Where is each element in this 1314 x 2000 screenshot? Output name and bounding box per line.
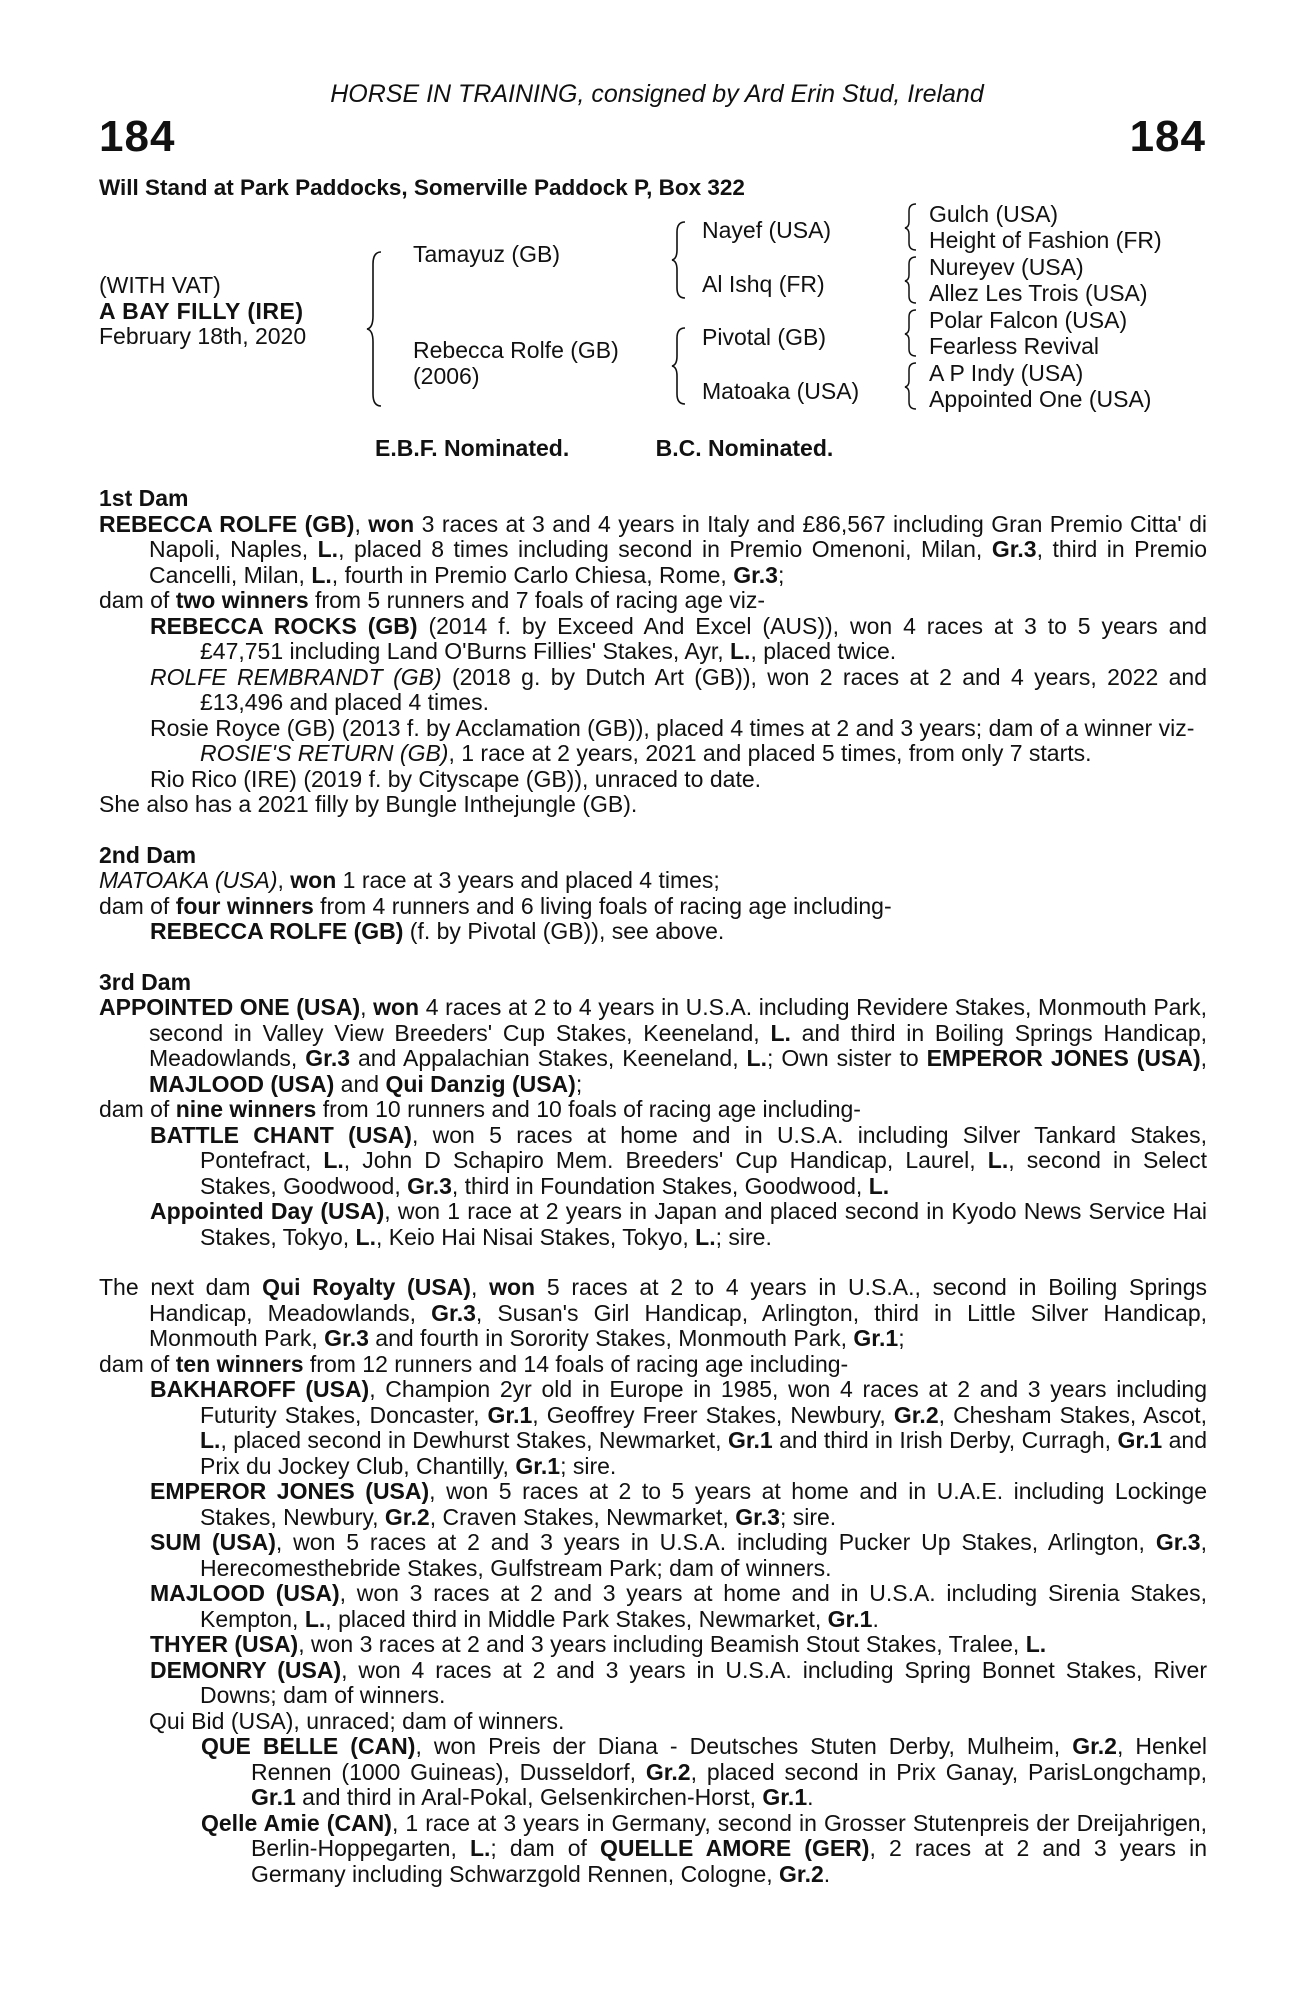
text: , third in Foundation Stakes, Goodwood, bbox=[451, 1172, 869, 1199]
group-tag: Gr.3 bbox=[431, 1299, 476, 1326]
produce-entry bbox=[99, 1658, 1207, 1709]
listed-tag: L. bbox=[746, 1045, 767, 1071]
text: and third in Aral-Pokal, Gelsenkirchen-Horst, bbox=[295, 1784, 763, 1810]
first-dam-produce-summary bbox=[99, 588, 1207, 614]
pedigree-gen3-8: Appointed One (USA) bbox=[929, 386, 1152, 412]
dam-name: MATOAKA (USA) bbox=[99, 867, 278, 893]
listed-tag: L. bbox=[868, 1172, 890, 1199]
text: , Craven Stakes, Newmarket, bbox=[429, 1503, 736, 1530]
group-tag: Gr.3 bbox=[407, 1172, 452, 1199]
text: ; Own sister to bbox=[767, 1045, 927, 1071]
pedigree-brace-g3 bbox=[903, 308, 919, 358]
won-label: won bbox=[489, 1274, 536, 1300]
produce-entry bbox=[99, 1377, 1207, 1479]
dam-name: APPOINTED ONE (USA) bbox=[99, 994, 361, 1020]
group-tag: Gr.3 bbox=[324, 1325, 369, 1351]
produce-name: REBECCA ROLFE (GB) bbox=[150, 918, 404, 944]
produce-name: BAKHAROFF (USA) bbox=[150, 1376, 370, 1402]
text: , Champion 2yr old in Europe in 1985, won 4 races at 2 and 3 years including Futurity Stakes, Doncaster, bbox=[200, 1376, 1207, 1428]
text: , bbox=[354, 510, 369, 537]
text: ; sire. bbox=[779, 1503, 837, 1530]
pedigree-gen3-4: Allez Les Trois (USA) bbox=[929, 280, 1148, 306]
won-label: won bbox=[290, 867, 337, 893]
produce-entry bbox=[99, 1530, 1207, 1581]
text: 3 races at 3 and 4 years in Italy and £86,567 including Gran Premio Citta' di Napoli, Naples, bbox=[149, 510, 1208, 562]
pedigree-gen3-3: Nureyev (USA) bbox=[929, 254, 1084, 280]
text: , placed second in Prix Ganay, ParisLongchamp, bbox=[690, 1758, 1207, 1785]
pedigree-dam-dam: Matoaka (USA) bbox=[702, 378, 860, 404]
text: (2018 g. by Dutch Art (GB)), won 2 races at 2 and 4 years, 2022 and £13,496 and placed 4 times. bbox=[200, 663, 1207, 715]
winners-count: nine winners bbox=[175, 1096, 317, 1122]
text: , won 5 races at 2 to 5 years at home and in U.A.E. including Lockinge Stakes, Newbury, bbox=[200, 1478, 1207, 1530]
produce-entry bbox=[99, 1581, 1207, 1632]
listed-tag: L. bbox=[730, 638, 751, 664]
text: dam of bbox=[99, 1350, 176, 1377]
third-dam-produce-summary bbox=[99, 1097, 1207, 1123]
produce-entry: Rosie Royce (GB) (2013 f. by Acclamation (GB)), placed 4 times at 2 and 3 years; dam of a winner viz- bbox=[150, 714, 1195, 741]
pedigree-dam-sire: Pivotal (GB) bbox=[702, 324, 826, 350]
produce-name: REBECCA ROCKS (GB) bbox=[150, 612, 418, 639]
text: , Chesham Stakes, Ascot, bbox=[938, 1401, 1207, 1428]
group-tag: Gr.3 bbox=[991, 536, 1037, 562]
produce-entry bbox=[99, 1734, 1207, 1811]
text: , won 5 races at 2 and 3 years in U.S.A. including Pucker Up Stakes, Arlington, bbox=[275, 1529, 1156, 1555]
group-tag: Gr.2 bbox=[645, 1758, 691, 1785]
produce-entry bbox=[99, 1811, 1207, 1888]
produce-name: EMPEROR JONES (USA) bbox=[150, 1478, 430, 1504]
text: from 4 runners and 6 living foals of racing age including- bbox=[313, 892, 892, 919]
text: . bbox=[807, 1784, 814, 1810]
text: ; bbox=[575, 1070, 583, 1097]
text: (f. by Pivotal (GB)), see above. bbox=[403, 918, 725, 944]
listed-tag: L. bbox=[200, 1427, 221, 1453]
text: from 10 runners and 10 foals of racing age including- bbox=[316, 1096, 861, 1122]
sibling-name: MAJLOOD (USA) bbox=[149, 1070, 335, 1097]
produce-entry bbox=[99, 741, 1207, 767]
produce-name: THYER (USA) bbox=[150, 1631, 299, 1657]
listed-tag: L. bbox=[987, 1147, 1009, 1173]
second-dam-produce-summary bbox=[99, 894, 1207, 920]
text: 5 races at 2 to 4 years in U.S.A., second in Boiling Springs Handicap, Meadowlands, bbox=[149, 1274, 1207, 1326]
text: , bbox=[277, 867, 291, 893]
pedigree-brace-g1 bbox=[903, 202, 919, 252]
produce-entry bbox=[99, 1632, 1207, 1658]
text: ; dam of bbox=[490, 1835, 601, 1861]
text: , Henkel Rennen (1000 Guineas), Dusseldorf, bbox=[251, 1733, 1207, 1785]
group-tag: Gr.1 bbox=[727, 1427, 773, 1453]
group-tag: Gr.2 bbox=[1072, 1733, 1117, 1759]
won-label: won bbox=[368, 510, 415, 537]
produce-name: MAJLOOD (USA) bbox=[150, 1580, 340, 1606]
text: , won 5 races at home and in U.S.A. including Silver Tankard Stakes, Pontefract, bbox=[200, 1121, 1207, 1173]
text: , placed twice. bbox=[750, 638, 897, 664]
text: ; sire. bbox=[715, 1223, 772, 1250]
foaling-date: February 18th, 2020 bbox=[99, 323, 307, 349]
winners-count: ten winners bbox=[175, 1350, 304, 1377]
text: and bbox=[334, 1070, 386, 1097]
group-tag: Gr.1 bbox=[762, 1784, 808, 1810]
text: ; bbox=[898, 1325, 905, 1351]
text: ; sire. bbox=[560, 1452, 617, 1479]
text: dam of bbox=[99, 587, 176, 613]
text: , Herecomesthebride Stakes, Gulfstream Park; dam of winners. bbox=[200, 1529, 1207, 1581]
text: , bbox=[470, 1274, 490, 1300]
produce-name: ROLFE REMBRANDT (GB) bbox=[150, 663, 442, 690]
ebf-nomination: E.B.F. Nominated. bbox=[375, 435, 570, 461]
second-dam-record bbox=[99, 868, 1207, 894]
text: . bbox=[823, 1860, 831, 1887]
group-tag: Gr.1 bbox=[515, 1452, 561, 1479]
group-tag: Gr.1 bbox=[251, 1784, 296, 1810]
listed-tag: L. bbox=[469, 1835, 491, 1861]
produce-entry bbox=[99, 1199, 1207, 1250]
produce-name: QUELLE AMORE (GER) bbox=[600, 1835, 870, 1861]
text: and Appalachian Stakes, Keeneland, bbox=[350, 1045, 747, 1071]
produce-name: DEMONRY (USA) bbox=[150, 1656, 342, 1683]
group-tag: Gr.3 bbox=[733, 561, 778, 588]
text: , placed 8 times including second in Premio Omenoni, Milan, bbox=[338, 536, 992, 562]
catalogue-header: HORSE IN TRAINING, consigned by Ard Erin Stud, Ireland bbox=[330, 80, 984, 108]
text: and third in Irish Derby, Curragh, bbox=[772, 1427, 1118, 1453]
vat-note: (WITH VAT) bbox=[99, 272, 221, 298]
text: 4 races at 2 to 4 years in U.S.A. including Revidere Stakes, Monmouth Park, second in Valley View Breeders' Cup Stakes, Keeneland, bbox=[149, 994, 1208, 1046]
pedigree-dam: Rebecca Rolfe (GB) bbox=[413, 337, 619, 363]
next-dam-produce-summary bbox=[99, 1352, 1207, 1378]
pedigree-sire: Tamayuz (GB) bbox=[413, 241, 560, 267]
pedigree-gen3-7: A P Indy (USA) bbox=[929, 360, 1084, 386]
pedigree-dam-year: (2006) bbox=[413, 363, 480, 389]
produce-entry bbox=[99, 665, 1207, 716]
text: , second in Select Stakes, Goodwood, bbox=[200, 1147, 1207, 1199]
text: , 1 race at 2 years, 2021 and placed 5 times, from only 7 starts. bbox=[448, 740, 1092, 766]
produce-name: Appointed Day (USA) bbox=[150, 1198, 385, 1224]
pedigree-table bbox=[99, 200, 1219, 430]
bc-nomination: B.C. Nominated. bbox=[655, 435, 834, 461]
text: , won 4 races at 2 and 3 years in U.S.A. including Spring Bonnet Stakes, River Downs; dam of winners. bbox=[200, 1656, 1207, 1708]
pedigree-gen3-6: Fearless Revival bbox=[929, 333, 1099, 359]
group-tag: Gr.1 bbox=[827, 1605, 873, 1632]
group-tag: Gr.3 bbox=[1155, 1529, 1201, 1555]
text: from 12 runners and 14 foals of racing age including- bbox=[303, 1350, 849, 1377]
group-tag: Gr.3 bbox=[305, 1045, 351, 1071]
text: 1 race at 3 years and placed 4 times; bbox=[336, 867, 720, 893]
text: , 1 race at 3 years in Germany, second in Grosser Stutenpreis der Dreijahrigen, Berlin-Hoppegarten, bbox=[251, 1809, 1207, 1861]
text: , placed third in Middle Park Stakes, Newmarket, bbox=[325, 1605, 828, 1632]
listed-tag: L. bbox=[323, 1147, 344, 1173]
text: , won Preis der Diana - Deutsches Stuten Derby, Mulheim, bbox=[415, 1733, 1073, 1759]
listed-tag: L. bbox=[304, 1605, 326, 1632]
pedigree-gen3-2: Height of Fashion (FR) bbox=[929, 227, 1162, 253]
listed-tag: L. bbox=[355, 1223, 376, 1250]
text: , Geoffrey Freer Stakes, Newbury, bbox=[532, 1401, 894, 1428]
next-dam-record bbox=[99, 1275, 1207, 1352]
pedigree-gen3-5: Polar Falcon (USA) bbox=[929, 307, 1128, 333]
won-label: won bbox=[373, 994, 420, 1020]
produce-entry bbox=[99, 614, 1207, 665]
pedigree-sire-dam: Al Ishq (FR) bbox=[702, 271, 825, 297]
text: and Prix du Jockey Club, Chantilly, bbox=[200, 1427, 1207, 1479]
produce-name: Qelle Amie (CAN) bbox=[201, 1809, 392, 1836]
text: , won 3 races at 2 and 3 years including Beamish Stout Stakes, Tralee, bbox=[298, 1631, 1026, 1657]
text: from 5 runners and 7 foals of racing age viz- bbox=[308, 587, 766, 613]
pedigree-gen3-1: Gulch (USA) bbox=[929, 201, 1059, 227]
pedigree-brace-g2 bbox=[903, 255, 919, 305]
produce-name: QUE BELLE (CAN) bbox=[201, 1733, 416, 1759]
sibling-name: EMPEROR JONES (USA) bbox=[926, 1045, 1201, 1071]
text: dam of bbox=[99, 1096, 176, 1122]
produce-entry bbox=[99, 919, 1207, 945]
listed-tag: L. bbox=[770, 1019, 791, 1046]
dam-name: REBECCA ROLFE (GB) bbox=[99, 510, 355, 537]
horse-name: A BAY FILLY (IRE) bbox=[99, 298, 304, 324]
winners-count: four winners bbox=[175, 892, 314, 919]
text: , John D Schapiro Mem. Breeders' Cup Handicap, Laurel, bbox=[343, 1147, 988, 1173]
produce-note: She also has a 2021 filly by Bungle Inthejungle (GB). bbox=[99, 791, 638, 817]
winners-count: two winners bbox=[175, 587, 309, 613]
group-tag: Gr.1 bbox=[487, 1401, 533, 1428]
text: ; bbox=[777, 561, 785, 588]
produce-name: BATTLE CHANT (USA) bbox=[150, 1121, 412, 1148]
text: , won 1 race at 2 years in Japan and placed second in Kyodo News Service Hai Stakes, Tokyo, bbox=[200, 1198, 1207, 1250]
text: . bbox=[872, 1605, 879, 1632]
text: , bbox=[1200, 1045, 1208, 1071]
group-tag: Gr.3 bbox=[735, 1503, 780, 1530]
produce-entry: Qui Bid (USA), unraced; dam of winners. bbox=[149, 1707, 565, 1734]
dam-name: Qui Royalty (USA) bbox=[262, 1274, 471, 1300]
pedigree-brace-dam bbox=[670, 326, 688, 406]
text: (2014 f. by Exceed And Excel (AUS)), won 4 races at 3 to 5 years and £47,751 including Land O'Burns Fillies' Stakes, Ayr, bbox=[200, 612, 1208, 664]
produce-name: SUM (USA) bbox=[150, 1529, 276, 1555]
pedigree-brace-main bbox=[365, 250, 385, 408]
text: , third in Premio Cancelli, Milan, bbox=[149, 536, 1208, 588]
text: , 2 races at 2 and 3 years in Germany including Schwarzgold Rennen, Cologne, bbox=[251, 1835, 1208, 1887]
group-tag: Gr.2 bbox=[779, 1860, 824, 1887]
text: , fourth in Premio Carlo Chiesa, Rome, bbox=[331, 561, 734, 588]
produce-entry bbox=[99, 1123, 1207, 1200]
listed-tag: L. bbox=[695, 1223, 716, 1250]
text: , Susan's Girl Handicap, Arlington, third in Little Silver Handicap, Monmouth Park, bbox=[149, 1299, 1207, 1351]
lot-number-left: 184 bbox=[99, 112, 176, 161]
group-tag: Gr.1 bbox=[1117, 1427, 1163, 1453]
second-dam-heading: 2nd Dam bbox=[99, 841, 197, 868]
first-dam-heading: 1st Dam bbox=[99, 485, 189, 511]
text: and third in Boiling Springs Handicap, Meadowlands, bbox=[149, 1019, 1207, 1071]
first-dam-record bbox=[99, 512, 1207, 589]
text: dam of bbox=[99, 892, 176, 919]
catalogue-body bbox=[99, 486, 1207, 1887]
pedigree-brace-sire bbox=[670, 220, 688, 300]
text: , Keio Hai Nisai Stakes, Tokyo, bbox=[376, 1223, 696, 1250]
produce-entry bbox=[99, 1479, 1207, 1530]
lot-number-right: 184 bbox=[1129, 112, 1206, 161]
text: , placed second in Dewhurst Stakes, Newmarket, bbox=[220, 1427, 728, 1453]
text: The next dam bbox=[99, 1274, 263, 1300]
group-tag: Gr.1 bbox=[853, 1325, 899, 1351]
third-dam-heading: 3rd Dam bbox=[99, 968, 192, 995]
text: and fourth in Sorority Stakes, Monmouth Park, bbox=[368, 1325, 854, 1351]
group-tag: Gr.2 bbox=[384, 1503, 430, 1530]
pedigree-sire-sire: Nayef (USA) bbox=[702, 217, 832, 243]
text: , won 3 races at 2 and 3 years at home and in U.S.A. including Sirenia Stakes, Kempton, bbox=[200, 1580, 1207, 1632]
text: , bbox=[360, 994, 374, 1020]
stable-location: Will Stand at Park Paddocks, Somerville Paddock P, Box 322 bbox=[99, 175, 745, 200]
listed-tag: L. bbox=[311, 561, 332, 588]
nominations bbox=[375, 436, 833, 462]
listed-tag: L. bbox=[317, 536, 339, 562]
listed-tag: L. bbox=[1025, 1631, 1047, 1657]
pedigree-brace-g4 bbox=[903, 361, 919, 411]
third-dam-record bbox=[99, 995, 1207, 1097]
sibling-name: Qui Danzig (USA) bbox=[385, 1070, 576, 1097]
group-tag: Gr.2 bbox=[893, 1401, 939, 1428]
produce-entry: Rio Rico (IRE) (2019 f. by Cityscape (GB)), unraced to date. bbox=[150, 765, 762, 792]
produce-name: ROSIE'S RETURN (GB) bbox=[200, 740, 449, 766]
